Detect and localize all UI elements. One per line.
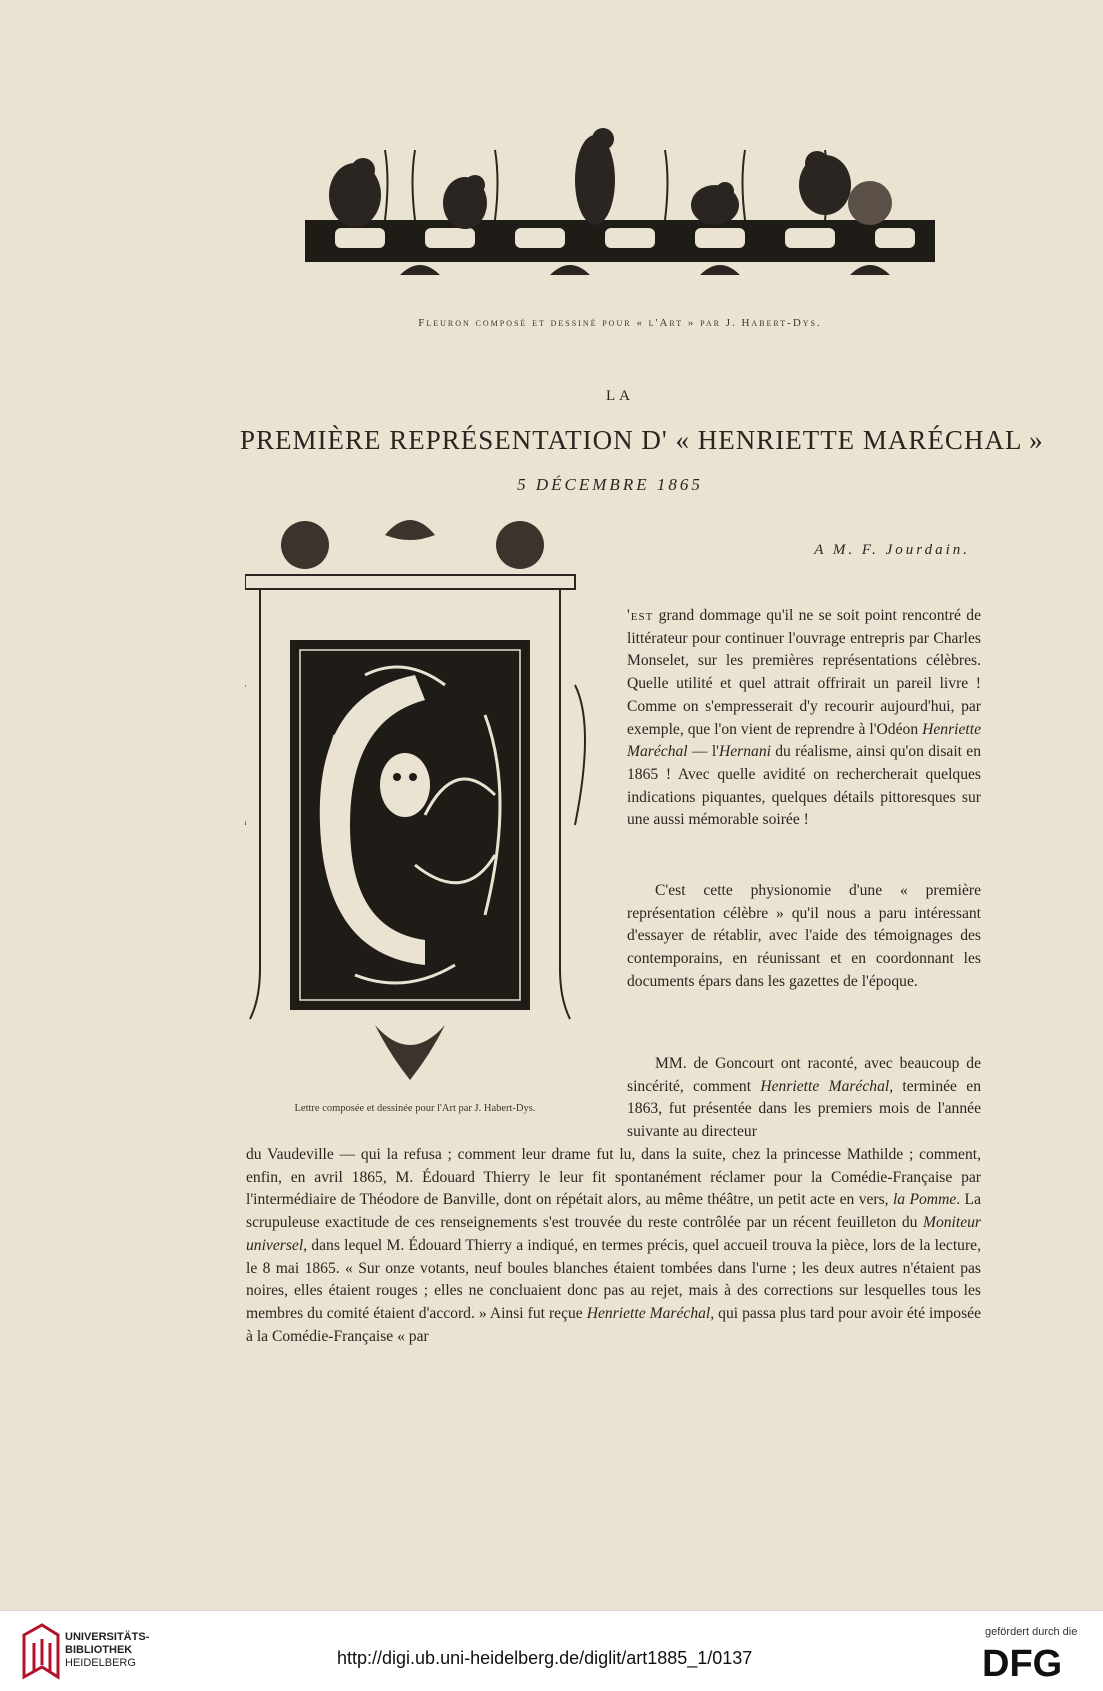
paragraph-3-full-italic-1: la Pomme <box>892 1191 957 1209</box>
paragraph-1 <box>627 605 981 832</box>
lettrine-c-illustration <box>245 515 595 1095</box>
university-library-logo-icon[interactable] <box>18 1621 66 1681</box>
library-name-line-1: UNIVERSITÄTS- <box>65 1631 150 1643</box>
footer-divider <box>0 1610 1103 1611</box>
paragraph-1-text-a: grand dommage qu'il ne se soit point rencontré de littérateur pour continuer l'ouvrage entrepris par Charles Monselet, sur les premières représentations célèbres. Quelle utilité et quel attrait offrirait un pareil livre ! Comme on s'empresserait d'y recourir aujourd'hui, par exemple, que l'on vient de reprendre à l'Odéon <box>627 607 981 738</box>
paragraph-1-text-c: du réalisme, ainsi qu'on disait en 1865 ! Avec quelle avidité on rechercherait quelques indications piquantes, quelques détails pittoresques sur une aussi mémorable soirée ! <box>627 743 981 829</box>
paragraph-3-full-italic-2: Moniteur universel, <box>246 1214 981 1254</box>
paragraph-1-text-b: — l' <box>687 743 719 761</box>
paragraph-1-italic-2: Hernani <box>718 743 771 761</box>
paragraph-3-full-italic-3: Henriette Maréchal, <box>586 1304 715 1322</box>
dedication: A M. F. Jourdain. <box>814 542 970 558</box>
lettrine-caption: Lettre composée et dessinée pour l'Art par J. Habert-Dys. <box>294 1103 536 1114</box>
fleuron-birds-illustration <box>305 125 935 300</box>
paragraph-3-full-text-b: . La scrupuleuse exactitude de ces renseignements s'est trouvée du reste contrôlée par un récent feuilleton du <box>246 1191 982 1232</box>
dropcap-tail: 'est <box>627 607 654 624</box>
paragraph-3-full-width <box>246 1144 981 1348</box>
paragraph-2: C'est cette physionomie d'une « première représentation célèbre » qu'il nous a paru intéressant d'essayer de rétablir, avec l'aide des témoignages des contemporains, en réunissant et en coordonnant les documents épars dans les gazettes de l'époque. <box>627 882 981 990</box>
dfg-logo[interactable] <box>982 1642 1092 1682</box>
university-library-name[interactable] <box>65 1631 149 1670</box>
page-url-link[interactable]: http://digi.ub.uni-heidelberg.de/diglit/art1885_1/0137 <box>337 1648 753 1668</box>
paragraph-3-text-a: MM. de Goncourt ont raconté, avec beaucoup de sincérité, comment <box>627 1055 981 1095</box>
paragraph-3-text-b: terminée en 1863, fut présentée dans les premiers mois de l'année suivante au directeur <box>627 1077 981 1141</box>
page-title: PREMIÈRE REPRÉSENTATION D' « HENRIETTE MARÉCHAL » <box>240 425 1044 455</box>
library-name-line-2: BIBLIOTHEK <box>65 1644 133 1656</box>
paragraph-1-italic-1: Henriette Maréchal <box>627 720 981 761</box>
library-footer <box>0 1610 1103 1691</box>
title-date: 5 DÉCEMBRE 1865 <box>517 475 703 494</box>
paragraph-3-italic: Henriette Maréchal, <box>760 1077 894 1095</box>
library-name-line-3: HEIDELBERG <box>65 1657 136 1669</box>
fleuron-caption: Fleuron composé et dessiné pour « l'Art » par J. Habert-Dys. <box>418 317 822 329</box>
title-article: LA <box>606 388 634 404</box>
paragraph-3-full-text-a: du Vaudeville — qui la refusa ; comment leur drame fut lu, dans la suite, chez la princesse Mathilde ; comment, enfin, en avril 1865, M. Édouard Thierry le leur fit spontanément réclamer pour la Comédie-Française par l'intermédiaire de Théodore de Banville, dont on répétait alors, au même théâtre, un petit acte en vers, <box>246 1146 981 1209</box>
dfg-logo-text: DFG <box>982 1643 1063 1682</box>
funded-by-label: gefördert durch die <box>985 1626 1078 1638</box>
paragraph-3-full-text-d: qui passa plus tard pour avoir été imposée à la Comédie-Française « par <box>246 1304 981 1345</box>
paragraph-3-column <box>627 1053 981 1144</box>
paragraph-3-full-text-c: dans lequel M. Édouard Thierry a indiqué, en termes précis, quel accueil trouva la pièce, lors de la lecture, le 8 mai 1865. « Sur onze votants, neuf boules blanches étaient tombées dans l'urne ; les deux autres n'étaient pas noires, elles étaient rouges ; elles ne concluaient donc pas au rejet, mais à des corrections sur lesquelles tous les membres du comité étaient d'accord. » Ainsi fut reçue <box>246 1236 981 1322</box>
